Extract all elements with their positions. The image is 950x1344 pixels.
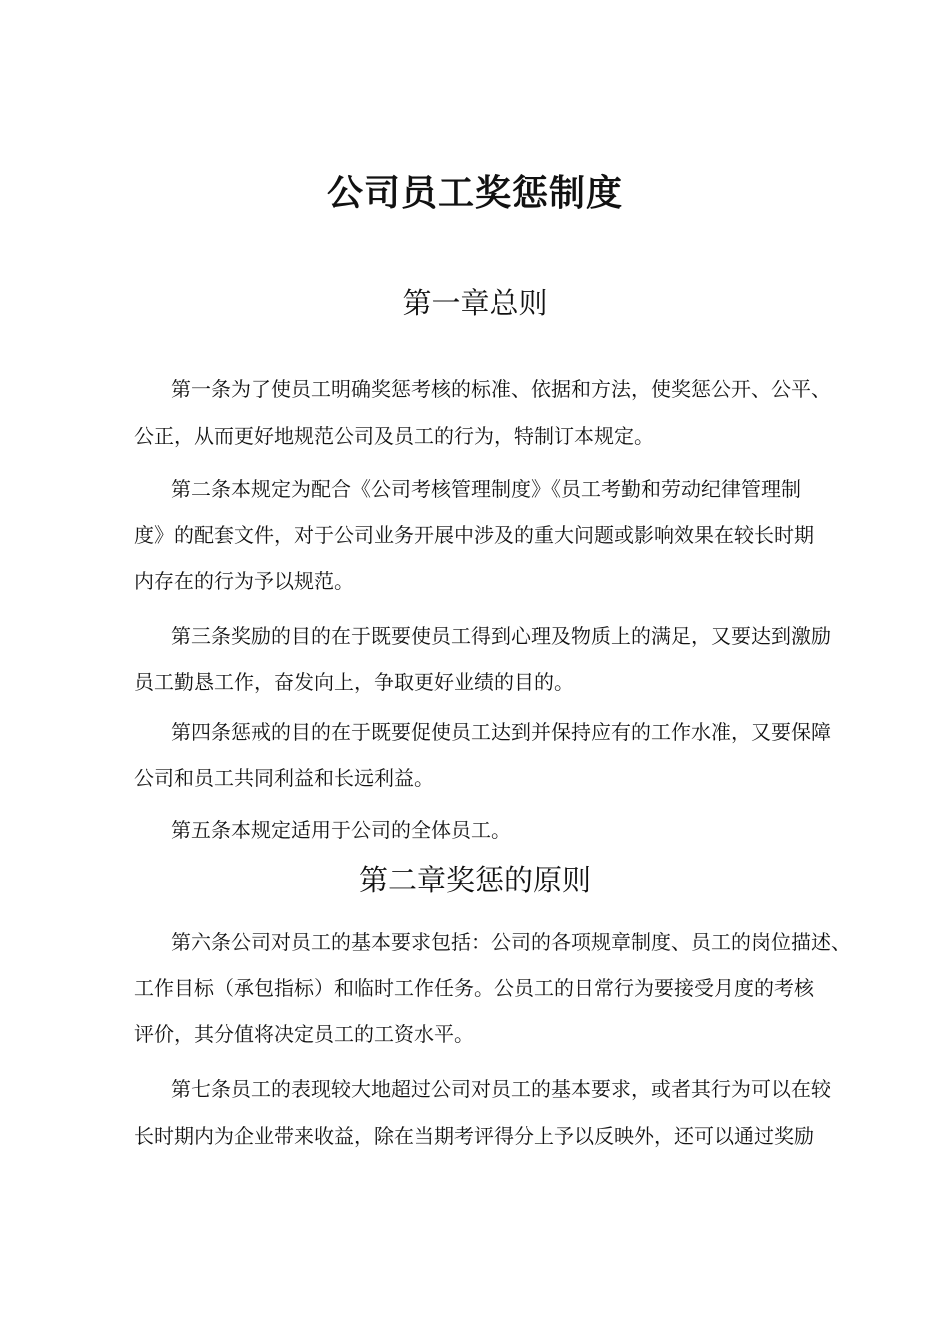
article-1-line-2: 公正，从而更好地规范公司及员工的行为，特制订本规定。: [134, 424, 654, 448]
chapter-heading-2: 第二章奖惩的原则: [358, 863, 591, 897]
article-3-line-1: 第三条奖励的目的在于既要使员工得到心理及物质上的满足，又要达到激励: [171, 624, 831, 648]
article-2-line-3: 内存在的行为予以规范。: [134, 569, 354, 593]
article-6-line-2: 工作目标（承包指标）和临时工作任务。公员工的日常行为要接受月度的考核: [134, 976, 814, 1000]
article-2-line-2: 度》的配套文件，对于公司业务开展中涉及的重大问题或影响效果在较长时期: [134, 523, 814, 547]
article-2-line-1: 第二条本规定为配合《公司考核管理制度》《员工考勤和劳动纪律管理制: [171, 477, 801, 501]
article-6-line-1: 第六条公司对员工的基本要求包括：公司的各项规章制度、员工的岗位描述、: [171, 930, 851, 954]
article-4-line-2: 公司和员工共同利益和长远利益。: [134, 766, 434, 790]
article-4-line-1: 第四条惩戒的目的在于既要促使员工达到并保持应有的工作水准，又要保障: [171, 720, 831, 744]
article-7-line-1: 第七条员工的表现较大地超过公司对员工的基本要求，或者其行为可以在较: [171, 1077, 831, 1101]
chapter-heading-1: 第一章总则: [402, 286, 548, 320]
article-1-line-1: 第一条为了使员工明确奖惩考核的标准、依据和方法，使奖惩公开、公平、: [171, 377, 831, 401]
article-3-line-2: 员工勤恳工作，奋发向上，争取更好业绩的目的。: [134, 670, 574, 694]
article-7-line-2: 长时期内为企业带来收益，除在当期考评得分上予以反映外，还可以通过奖励: [134, 1124, 814, 1148]
document-title: 公司员工奖惩制度: [326, 173, 623, 214]
article-5-line-1: 第五条本规定适用于公司的全体员工。: [171, 818, 511, 842]
article-6-line-3: 评价，其分值将决定员工的工资水平。: [134, 1022, 474, 1046]
